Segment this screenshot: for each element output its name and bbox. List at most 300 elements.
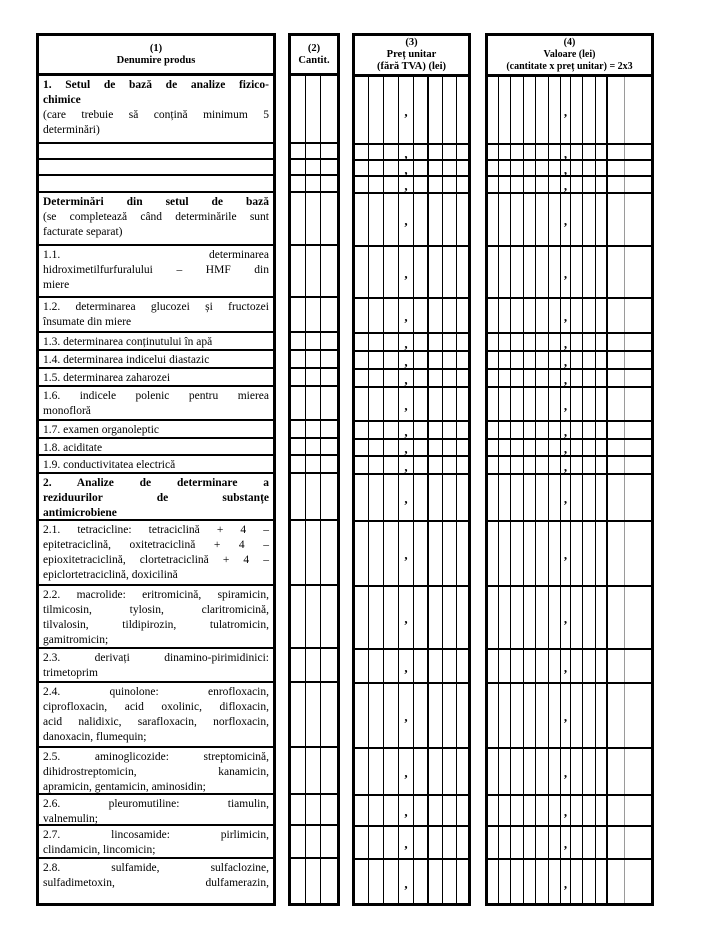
digit-box (596, 299, 608, 332)
digit-box (583, 684, 596, 747)
digit-box (321, 298, 337, 331)
digit-box (511, 370, 524, 386)
decimal-comma: , (563, 709, 568, 724)
digit-box (511, 684, 524, 747)
digit-box (429, 440, 443, 455)
value-boxes-row (488, 457, 651, 475)
digit-box (399, 194, 414, 245)
digit-box (369, 247, 384, 297)
digit-box (583, 352, 596, 368)
pret-unitar-body (355, 77, 468, 904)
digit-box (384, 352, 399, 368)
digit-box (583, 749, 596, 794)
digit-box (384, 247, 399, 297)
digit-box (429, 650, 443, 682)
digit-box (457, 145, 468, 159)
digit-box (499, 796, 511, 825)
digit-box (306, 298, 321, 331)
decimal-comma: , (404, 804, 408, 819)
digit-box (536, 370, 549, 386)
digit-box (457, 587, 468, 648)
product-name-line: (care trebuie să conțină minimum 5 (43, 109, 269, 121)
digit-box (499, 388, 511, 420)
digit-box (571, 370, 583, 386)
digit-box (306, 859, 321, 903)
digit-box (549, 650, 561, 682)
digit-box (291, 351, 306, 367)
digit-box (549, 145, 561, 159)
digit-box (583, 650, 596, 682)
digit-box (321, 176, 337, 191)
product-name-line: ciprofloxacin, acid oxolinic, difloxacin, (43, 701, 269, 713)
digit-box (384, 161, 399, 175)
digit-box (443, 422, 457, 438)
product-name-line: (se completează când determinările sunt (43, 211, 269, 223)
value-boxes-row (488, 684, 651, 749)
digit-box (291, 521, 306, 584)
digit-box (608, 422, 625, 438)
unit-price-boxes-row (355, 177, 468, 194)
decimal-comma: , (404, 213, 408, 228)
digit-box (457, 370, 468, 386)
product-name-line: 2.7. lincosamide: pirlimicin, (43, 829, 269, 841)
quantity-boxes-row (291, 160, 337, 176)
digit-box (291, 76, 306, 142)
digit-box (596, 749, 608, 794)
digit-box (291, 456, 306, 472)
digit-box (549, 522, 561, 585)
digit-box (384, 475, 399, 520)
quantity-boxes-row (291, 439, 337, 456)
product-name-line: 2.1. tetracicline: tetraciclină + 4 – (43, 524, 269, 536)
digit-box (499, 247, 511, 297)
digit-box (549, 299, 561, 332)
digit-box (571, 247, 583, 297)
product-name-line: gamitromicin; (43, 634, 109, 646)
digit-box (625, 334, 651, 350)
digit-box (384, 684, 399, 747)
digit-box (429, 475, 443, 520)
digit-box (321, 439, 337, 454)
digit-box (429, 370, 443, 386)
digit-box (549, 194, 561, 245)
digit-box (306, 193, 321, 244)
quantity-boxes-row (291, 76, 337, 144)
digit-box (561, 299, 571, 332)
digit-box (355, 796, 369, 825)
digit-box (549, 749, 561, 794)
digit-box (488, 749, 499, 794)
quantity-boxes-row (291, 421, 337, 439)
digit-box (488, 440, 499, 455)
digit-box (596, 388, 608, 420)
digit-box (536, 422, 549, 438)
digit-box (596, 352, 608, 368)
digit-box (443, 194, 457, 245)
digit-box (291, 683, 306, 746)
digit-box (443, 370, 457, 386)
value-boxes-row (488, 370, 651, 388)
digit-box (608, 587, 625, 648)
digit-box (561, 352, 571, 368)
quantity-boxes-row (291, 795, 337, 826)
digit-box (583, 522, 596, 585)
digit-box (384, 299, 399, 332)
digit-box (306, 76, 321, 142)
digit-box (499, 749, 511, 794)
digit-box (429, 684, 443, 747)
digit-box (625, 370, 651, 386)
digit-box (355, 388, 369, 420)
digit-box (488, 860, 499, 904)
digit-box (625, 796, 651, 825)
product-name-line: facturate separat) (43, 226, 123, 238)
decimal-comma: , (563, 611, 568, 626)
digit-box (414, 749, 429, 794)
digit-box (625, 422, 651, 438)
digit-box (457, 749, 468, 794)
quantity-boxes-row (291, 683, 337, 748)
unit-price-boxes-row (355, 587, 468, 650)
digit-box (414, 475, 429, 520)
digit-box (306, 333, 321, 349)
digit-box (608, 299, 625, 332)
digit-box (321, 474, 337, 519)
decimal-comma: , (563, 458, 568, 474)
digit-box (549, 827, 561, 858)
digit-box (369, 796, 384, 825)
digit-box (399, 161, 414, 175)
digit-box (429, 352, 443, 368)
digit-box (608, 860, 625, 904)
digit-box (306, 521, 321, 584)
digit-box (511, 177, 524, 192)
digit-box (306, 369, 321, 385)
digit-box (571, 161, 583, 175)
digit-box (291, 298, 306, 331)
digit-box (291, 586, 306, 647)
digit-box (571, 194, 583, 245)
digit-box (511, 522, 524, 585)
digit-box (429, 827, 443, 858)
product-name-line: 1.3. determinarea conținutului în apă (43, 336, 213, 348)
column-title: Valoare (lei) (543, 49, 596, 60)
unit-price-boxes-row (355, 522, 468, 587)
digit-box (414, 440, 429, 455)
decimal-comma: , (404, 353, 408, 369)
column-number: (3) (405, 37, 418, 48)
digit-box (536, 299, 549, 332)
decimal-comma: , (563, 875, 568, 891)
digit-box (596, 457, 608, 473)
digit-box (443, 299, 457, 332)
digit-box (536, 145, 549, 159)
quantity-boxes-row (291, 521, 337, 586)
digit-box (488, 684, 499, 747)
product-row (39, 683, 273, 748)
digit-box (596, 440, 608, 455)
digit-box (355, 860, 369, 904)
digit-box (608, 796, 625, 825)
digit-box (355, 684, 369, 747)
digit-box (536, 440, 549, 455)
digit-box (414, 684, 429, 747)
digit-box (399, 370, 414, 386)
digit-box (457, 475, 468, 520)
digit-box (571, 860, 583, 904)
unit-price-boxes-row (355, 247, 468, 299)
digit-box (511, 749, 524, 794)
digit-box (306, 683, 321, 746)
unit-price-boxes-row (355, 161, 468, 177)
digit-box (384, 749, 399, 794)
value-boxes-row (488, 796, 651, 827)
digit-box (457, 422, 468, 438)
value-boxes-row (488, 422, 651, 440)
digit-box (291, 859, 306, 903)
digit-box (384, 370, 399, 386)
digit-box (608, 684, 625, 747)
value-boxes-row (488, 440, 651, 457)
digit-box (369, 77, 384, 143)
quantity-boxes-row (291, 333, 337, 351)
digit-box (399, 457, 414, 473)
unit-price-boxes-row (355, 145, 468, 161)
digit-box (429, 77, 443, 143)
digit-box (399, 684, 414, 747)
digit-box (369, 650, 384, 682)
digit-box (536, 247, 549, 297)
product-name-line: 1.7. examen organoleptic (43, 424, 160, 436)
digit-box (414, 796, 429, 825)
digit-box (499, 522, 511, 585)
digit-box (625, 299, 651, 332)
digit-box (414, 860, 429, 904)
digit-box (488, 145, 499, 159)
product-row (39, 144, 273, 160)
digit-box (429, 749, 443, 794)
digit-box (561, 684, 571, 747)
product-row (39, 76, 273, 144)
digit-box (583, 388, 596, 420)
digit-box (625, 194, 651, 245)
digit-box (524, 684, 536, 747)
digit-box (443, 352, 457, 368)
digit-box (608, 388, 625, 420)
digit-box (321, 351, 337, 367)
product-row (39, 246, 273, 298)
decimal-comma: , (563, 309, 568, 324)
digit-box (384, 194, 399, 245)
decimal-comma: , (404, 547, 408, 562)
decimal-comma: , (563, 103, 568, 119)
value-boxes-row (488, 334, 651, 352)
digit-box (499, 860, 511, 904)
value-boxes-row (488, 650, 651, 684)
product-name-line: tilvalosin, tildipirozin, tulatromicin, (43, 619, 269, 631)
digit-box (583, 587, 596, 648)
digit-box (355, 475, 369, 520)
digit-box (399, 145, 414, 159)
digit-box (414, 161, 429, 175)
value-boxes-row (488, 475, 651, 522)
digit-box (625, 77, 651, 143)
digit-box (443, 475, 457, 520)
digit-box (384, 422, 399, 438)
decimal-comma: , (563, 265, 568, 281)
digit-box (384, 796, 399, 825)
digit-box (291, 439, 306, 454)
value-boxes-row (488, 194, 651, 247)
digit-box (488, 194, 499, 245)
digit-box (571, 522, 583, 585)
digit-box (524, 796, 536, 825)
value-boxes-row (488, 827, 651, 860)
digit-box (414, 522, 429, 585)
digit-box (561, 440, 571, 455)
column-number: (4) (563, 37, 576, 48)
product-name-line: apramicin, gentamicin, aminosidin; (43, 781, 206, 793)
digit-box (414, 650, 429, 682)
digit-box (488, 334, 499, 350)
digit-box (536, 684, 549, 747)
digit-box (321, 683, 337, 746)
digit-box (596, 860, 608, 904)
quantity-boxes-row (291, 748, 337, 795)
unit-price-boxes-row (355, 77, 468, 145)
digit-box (457, 650, 468, 682)
digit-box (414, 299, 429, 332)
digit-box (457, 299, 468, 332)
digit-box (321, 795, 337, 824)
digit-box (429, 422, 443, 438)
digit-box (583, 475, 596, 520)
digit-box (488, 827, 499, 858)
quantity-boxes-row (291, 456, 337, 474)
digit-box (457, 247, 468, 297)
digit-box (291, 795, 306, 824)
digit-box (369, 475, 384, 520)
digit-box (291, 160, 306, 174)
digit-box (457, 827, 468, 858)
digit-box (499, 587, 511, 648)
digit-box (291, 144, 306, 158)
digit-box (511, 796, 524, 825)
unit-price-boxes-row (355, 684, 468, 749)
digit-box (549, 352, 561, 368)
digit-box (399, 475, 414, 520)
digit-box (414, 827, 429, 858)
digit-box (511, 587, 524, 648)
value-boxes-row (488, 77, 651, 145)
digit-box (536, 860, 549, 904)
digit-box (571, 684, 583, 747)
product-row (39, 421, 273, 439)
quantity-boxes-row (291, 586, 337, 649)
decimal-comma: , (404, 371, 408, 387)
digit-box (511, 457, 524, 473)
digit-box (369, 177, 384, 192)
digit-box (369, 860, 384, 904)
digit-box (583, 145, 596, 159)
digit-box (499, 194, 511, 245)
digit-box (524, 749, 536, 794)
digit-box (291, 748, 306, 793)
digit-box (524, 194, 536, 245)
digit-box (511, 145, 524, 159)
digit-box (608, 247, 625, 297)
digit-box (511, 161, 524, 175)
product-row (39, 859, 273, 903)
digit-box (549, 161, 561, 175)
digit-box (399, 299, 414, 332)
digit-box (399, 177, 414, 192)
digit-box (499, 827, 511, 858)
digit-box (499, 145, 511, 159)
decimal-comma: , (404, 659, 408, 675)
decimal-comma: , (404, 309, 408, 324)
digit-box (414, 145, 429, 159)
decimal-comma: , (563, 836, 568, 851)
digit-box (488, 161, 499, 175)
digit-box (414, 177, 429, 192)
digit-box (549, 370, 561, 386)
digit-box (429, 388, 443, 420)
product-name-line: 1.2. determinarea glucozei și fructozei (43, 301, 269, 313)
digit-box (536, 334, 549, 350)
digit-box (561, 370, 571, 386)
digit-box (571, 827, 583, 858)
decimal-comma: , (563, 178, 568, 193)
product-name-line: miere (43, 279, 70, 291)
digit-box (625, 457, 651, 473)
digit-box (321, 160, 337, 174)
product-row (39, 351, 273, 369)
quantity-boxes-row (291, 144, 337, 160)
digit-box (321, 387, 337, 419)
digit-box (429, 299, 443, 332)
product-row (39, 826, 273, 859)
digit-box (443, 161, 457, 175)
digit-box (291, 649, 306, 681)
digit-box (488, 587, 499, 648)
digit-box (583, 77, 596, 143)
digit-box (511, 194, 524, 245)
digit-box (499, 650, 511, 682)
digit-box (399, 827, 414, 858)
column-number: (1) (149, 42, 163, 54)
decimal-comma: , (563, 213, 568, 228)
digit-box (571, 796, 583, 825)
digit-box (321, 859, 337, 903)
digit-box (355, 161, 369, 175)
digit-box (384, 827, 399, 858)
digit-box (549, 334, 561, 350)
digit-box (608, 457, 625, 473)
digit-box (561, 522, 571, 585)
digit-box (625, 440, 651, 455)
digit-box (488, 475, 499, 520)
product-name-line: 2.5. aminoglicozide: streptomicină, (43, 751, 269, 763)
digit-box (596, 587, 608, 648)
digit-box (291, 369, 306, 385)
product-name-line: 2. Analize de determinare a (43, 477, 269, 489)
digit-box (369, 370, 384, 386)
product-name-line: 1. Setul de bază de analize fizico- (43, 79, 269, 91)
digit-box (511, 650, 524, 682)
product-row (39, 748, 273, 795)
digit-box (306, 474, 321, 519)
